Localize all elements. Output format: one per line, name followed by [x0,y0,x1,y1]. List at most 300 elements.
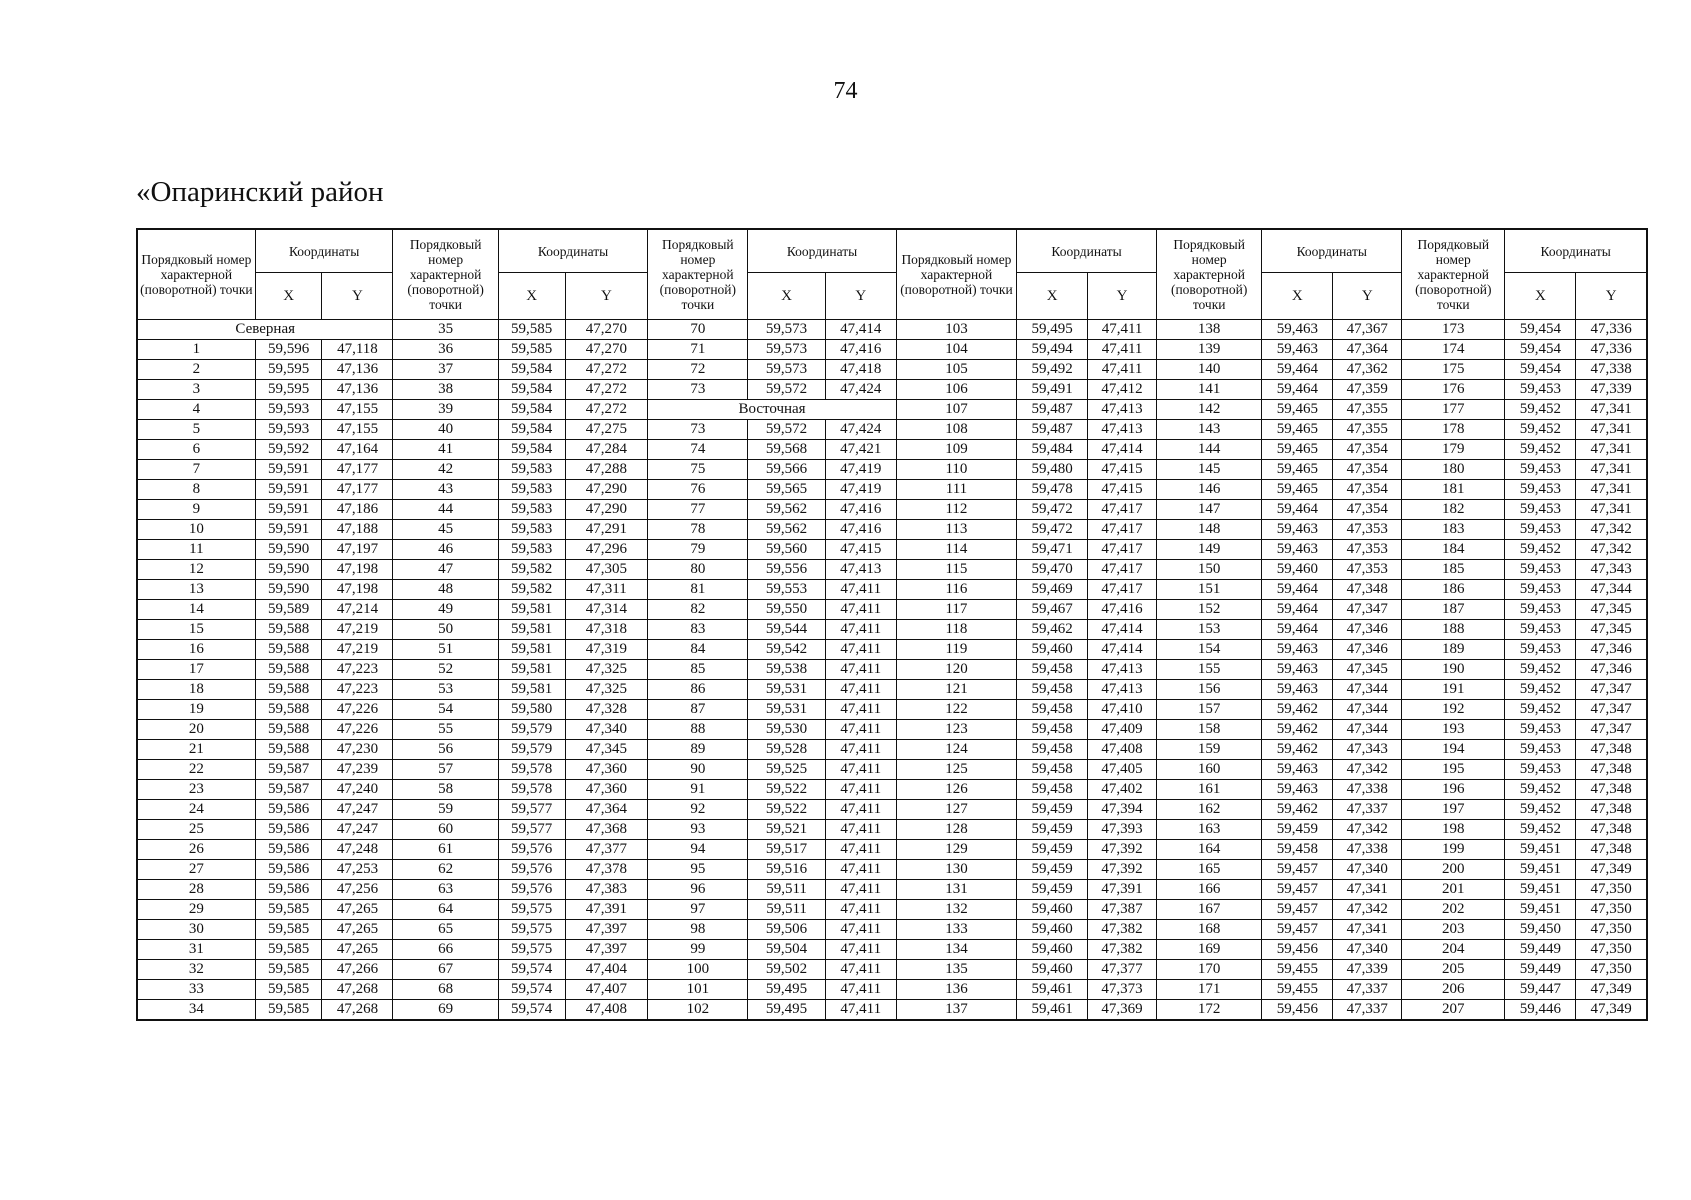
coordinates-table [136,228,1648,1021]
y-coordinate-cell: 47,198 [322,580,393,600]
y-coordinate-cell: 47,411 [825,680,896,700]
table-row [137,540,1647,560]
point-number-cell: 70 [648,320,748,340]
table-body [137,320,1647,1021]
point-number-cell: 176 [1402,380,1505,400]
point-number-cell: 86 [648,680,748,700]
x-coordinate-cell: 59,465 [1262,420,1333,440]
y-coordinate-cell: 47,364 [565,800,648,820]
y-coordinate-cell: 47,345 [565,740,648,760]
x-coordinate-cell: 59,584 [498,420,565,440]
point-number-cell: 168 [1156,920,1261,940]
point-number-cell: 157 [1156,700,1261,720]
y-coordinate-cell: 47,411 [825,900,896,920]
point-number-cell: 109 [896,440,1016,460]
y-coordinate-cell: 47,360 [565,780,648,800]
y-coordinate-cell: 47,348 [1576,820,1647,840]
x-coordinate-cell: 59,464 [1262,620,1333,640]
point-number-cell: 68 [393,980,498,1000]
y-coordinate-cell: 47,382 [1088,920,1157,940]
table-row [137,680,1647,700]
y-coordinate-cell: 47,417 [1088,560,1157,580]
point-number-cell: 119 [896,640,1016,660]
x-coordinate-cell: 59,453 [1505,620,1576,640]
x-coordinate-cell: 59,585 [255,960,322,980]
point-number-cell: 5 [137,420,255,440]
x-coordinate-cell: 59,572 [748,380,825,400]
y-header: Y [322,273,393,320]
y-coordinate-cell: 47,413 [825,560,896,580]
point-number-cell: 90 [648,760,748,780]
x-coordinate-cell: 59,453 [1505,580,1576,600]
x-coordinate-cell: 59,460 [1017,960,1088,980]
y-coordinate-cell: 47,397 [565,940,648,960]
y-coordinate-cell: 47,411 [825,660,896,680]
x-coordinate-cell: 59,458 [1017,760,1088,780]
point-number-cell: 198 [1402,820,1505,840]
y-coordinate-cell: 47,411 [825,840,896,860]
y-coordinate-cell: 47,247 [322,800,393,820]
x-coordinate-cell: 59,452 [1505,680,1576,700]
x-coordinate-cell: 59,460 [1017,640,1088,660]
y-coordinate-cell: 47,223 [322,680,393,700]
point-number-cell: 196 [1402,780,1505,800]
point-number-cell: 74 [648,440,748,460]
x-coordinate-cell: 59,530 [748,720,825,740]
x-coordinate-cell: 59,463 [1262,520,1333,540]
y-coordinate-cell: 47,407 [565,980,648,1000]
x-coordinate-cell: 59,458 [1017,780,1088,800]
y-coordinate-cell: 47,424 [825,420,896,440]
y-coordinate-cell: 47,118 [322,340,393,360]
x-coordinate-cell: 59,484 [1017,440,1088,460]
x-coordinate-cell: 59,454 [1505,320,1576,340]
y-coordinate-cell: 47,325 [565,660,648,680]
x-coordinate-cell: 59,504 [748,940,825,960]
point-number-cell: 102 [648,1000,748,1021]
x-coordinate-cell: 59,542 [748,640,825,660]
x-coordinate-cell: 59,584 [498,360,565,380]
point-number-cell: 6 [137,440,255,460]
point-number-cell: 106 [896,380,1016,400]
x-coordinate-cell: 59,582 [498,580,565,600]
point-number-cell: 98 [648,920,748,940]
point-number-cell: 21 [137,740,255,760]
table-row [137,480,1647,500]
y-coordinate-cell: 47,394 [1088,800,1157,820]
x-coordinate-cell: 59,562 [748,500,825,520]
y-coordinate-cell: 47,393 [1088,820,1157,840]
y-coordinate-cell: 47,219 [322,620,393,640]
coordinates-header: Координаты [748,229,896,273]
x-coordinate-cell: 59,492 [1017,360,1088,380]
y-coordinate-cell: 47,424 [825,380,896,400]
x-coordinate-cell: 59,453 [1505,380,1576,400]
y-coordinate-cell: 47,346 [1333,640,1402,660]
point-number-cell: 30 [137,920,255,940]
coordinates-header: Координаты [255,229,393,273]
point-number-cell: 158 [1156,720,1261,740]
table-row [137,740,1647,760]
y-coordinate-cell: 47,408 [565,1000,648,1021]
point-number-cell: 150 [1156,560,1261,580]
y-coordinate-cell: 47,341 [1576,500,1647,520]
x-coordinate-cell: 59,487 [1017,400,1088,420]
point-number-cell: 73 [648,420,748,440]
point-number-cell: 115 [896,560,1016,580]
y-coordinate-cell: 47,417 [1088,540,1157,560]
page-title: «Опаринский район [136,176,384,208]
x-coordinate-cell: 59,595 [255,380,322,400]
x-coordinate-cell: 59,453 [1505,500,1576,520]
y-coordinate-cell: 47,155 [322,400,393,420]
x-coordinate-cell: 59,463 [1262,660,1333,680]
y-coordinate-cell: 47,344 [1333,680,1402,700]
y-coordinate-cell: 47,411 [825,640,896,660]
x-coordinate-cell: 59,452 [1505,420,1576,440]
point-number-cell: 42 [393,460,498,480]
y-coordinate-cell: 47,413 [1088,660,1157,680]
point-number-cell: 139 [1156,340,1261,360]
point-number-cell: 140 [1156,360,1261,380]
x-coordinate-cell: 59,592 [255,440,322,460]
point-number-cell: 154 [1156,640,1261,660]
point-number-cell: 92 [648,800,748,820]
x-coordinate-cell: 59,502 [748,960,825,980]
point-number-cell: 25 [137,820,255,840]
x-coordinate-cell: 59,572 [748,420,825,440]
point-number-cell: 180 [1402,460,1505,480]
point-number-cell: 81 [648,580,748,600]
point-number-cell: 205 [1402,960,1505,980]
y-coordinate-cell: 47,337 [1333,1000,1402,1021]
y-header: Y [1333,273,1402,320]
y-coordinate-cell: 47,136 [322,380,393,400]
x-coordinate-cell: 59,562 [748,520,825,540]
y-coordinate-cell: 47,341 [1576,400,1647,420]
point-number-cell: 43 [393,480,498,500]
y-coordinate-cell: 47,346 [1576,640,1647,660]
x-coordinate-cell: 59,581 [498,600,565,620]
point-number-cell: 171 [1156,980,1261,1000]
y-coordinate-cell: 47,344 [1333,720,1402,740]
point-number-cell: 35 [393,320,498,340]
y-coordinate-cell: 47,392 [1088,840,1157,860]
point-number-cell: 197 [1402,800,1505,820]
point-number-cell: 62 [393,860,498,880]
point-number-header: Порядковый номер характерной (поворотной) точки [1402,229,1505,320]
coordinates-header: Координаты [1505,229,1647,273]
point-number-cell: 20 [137,720,255,740]
y-coordinate-cell: 47,337 [1333,980,1402,1000]
x-coordinate-cell: 59,585 [255,920,322,940]
point-number-cell: 77 [648,500,748,520]
x-coordinate-cell: 59,465 [1262,400,1333,420]
y-coordinate-cell: 47,411 [825,600,896,620]
page-number: 74 [833,78,858,104]
x-coordinate-cell: 59,522 [748,800,825,820]
x-coordinate-cell: 59,453 [1505,640,1576,660]
point-number-cell: 51 [393,640,498,660]
coordinates-header: Координаты [498,229,647,273]
table-row [137,860,1647,880]
point-number-cell: 185 [1402,560,1505,580]
y-coordinate-cell: 47,226 [322,720,393,740]
x-coordinate-cell: 59,531 [748,680,825,700]
y-coordinate-cell: 47,346 [1576,660,1647,680]
x-coordinate-cell: 59,463 [1262,640,1333,660]
point-number-cell: 50 [393,620,498,640]
x-coordinate-cell: 59,452 [1505,780,1576,800]
x-coordinate-cell: 59,453 [1505,560,1576,580]
y-coordinate-cell: 47,369 [1088,1000,1157,1021]
point-number-cell: 84 [648,640,748,660]
point-number-cell: 22 [137,760,255,780]
x-coordinate-cell: 59,575 [498,920,565,940]
y-coordinate-cell: 47,288 [565,460,648,480]
point-number-cell: 116 [896,580,1016,600]
y-coordinate-cell: 47,414 [1088,440,1157,460]
y-coordinate-cell: 47,186 [322,500,393,520]
point-number-cell: 44 [393,500,498,520]
x-coordinate-cell: 59,462 [1262,700,1333,720]
y-coordinate-cell: 47,349 [1576,980,1647,1000]
x-coordinate-cell: 59,544 [748,620,825,640]
y-header: Y [1088,273,1157,320]
y-coordinate-cell: 47,411 [825,940,896,960]
point-number-cell: 135 [896,960,1016,980]
point-number-cell: 80 [648,560,748,580]
x-coordinate-cell: 59,458 [1017,700,1088,720]
y-coordinate-cell: 47,411 [825,700,896,720]
y-coordinate-cell: 47,378 [565,860,648,880]
point-number-cell: 76 [648,480,748,500]
y-coordinate-cell: 47,405 [1088,760,1157,780]
y-coordinate-cell: 47,411 [825,1000,896,1021]
x-coordinate-cell: 59,506 [748,920,825,940]
table-row [137,320,1647,340]
y-coordinate-cell: 47,340 [565,720,648,740]
point-number-cell: 101 [648,980,748,1000]
y-coordinate-cell: 47,336 [1576,320,1647,340]
y-coordinate-cell: 47,337 [1333,800,1402,820]
y-coordinate-cell: 47,419 [825,480,896,500]
y-coordinate-cell: 47,266 [322,960,393,980]
x-coordinate-cell: 59,583 [498,520,565,540]
x-coordinate-cell: 59,531 [748,700,825,720]
x-header: X [1017,273,1088,320]
point-number-cell: 131 [896,880,1016,900]
x-coordinate-cell: 59,495 [748,1000,825,1021]
table-row [137,620,1647,640]
x-coordinate-cell: 59,580 [498,700,565,720]
point-number-cell: 72 [648,360,748,380]
y-coordinate-cell: 47,354 [1333,460,1402,480]
y-coordinate-cell: 47,305 [565,560,648,580]
y-coordinate-cell: 47,338 [1333,840,1402,860]
y-coordinate-cell: 47,339 [1333,960,1402,980]
y-coordinate-cell: 47,343 [1333,740,1402,760]
y-coordinate-cell: 47,391 [1088,880,1157,900]
x-coordinate-cell: 59,516 [748,860,825,880]
x-coordinate-cell: 59,581 [498,660,565,680]
y-header: Y [1576,273,1647,320]
point-number-cell: 143 [1156,420,1261,440]
point-number-cell: 174 [1402,340,1505,360]
x-coordinate-cell: 59,579 [498,720,565,740]
x-coordinate-cell: 59,538 [748,660,825,680]
x-coordinate-cell: 59,478 [1017,480,1088,500]
point-number-cell: 60 [393,820,498,840]
x-coordinate-cell: 59,463 [1262,780,1333,800]
y-coordinate-cell: 47,354 [1333,500,1402,520]
x-coordinate-cell: 59,591 [255,520,322,540]
x-coordinate-cell: 59,553 [748,580,825,600]
point-number-cell: 207 [1402,1000,1505,1021]
point-number-cell: 192 [1402,700,1505,720]
y-coordinate-cell: 47,411 [825,880,896,900]
point-number-cell: 73 [648,380,748,400]
point-number-cell: 136 [896,980,1016,1000]
point-number-cell: 161 [1156,780,1261,800]
x-coordinate-cell: 59,457 [1262,900,1333,920]
y-coordinate-cell: 47,341 [1576,420,1647,440]
point-number-header: Порядковый номер характерной (поворотной) точки [896,229,1016,320]
point-number-cell: 83 [648,620,748,640]
point-number-cell: 23 [137,780,255,800]
x-coordinate-cell: 59,452 [1505,540,1576,560]
table-row [137,420,1647,440]
y-coordinate-cell: 47,419 [825,460,896,480]
point-number-cell: 152 [1156,600,1261,620]
x-coordinate-cell: 59,452 [1505,700,1576,720]
point-number-cell: 126 [896,780,1016,800]
point-number-cell: 129 [896,840,1016,860]
coordinates-header: Координаты [1017,229,1157,273]
x-coordinate-cell: 59,465 [1262,440,1333,460]
y-coordinate-cell: 47,359 [1333,380,1402,400]
y-coordinate-cell: 47,270 [565,320,648,340]
point-number-cell: 132 [896,900,1016,920]
point-number-cell: 202 [1402,900,1505,920]
point-number-cell: 47 [393,560,498,580]
y-coordinate-cell: 47,291 [565,520,648,540]
point-number-cell: 95 [648,860,748,880]
y-coordinate-cell: 47,136 [322,360,393,380]
y-coordinate-cell: 47,408 [1088,740,1157,760]
point-number-cell: 124 [896,740,1016,760]
point-number-cell: 195 [1402,760,1505,780]
x-coordinate-cell: 59,453 [1505,740,1576,760]
table-row [137,980,1647,1000]
y-coordinate-cell: 47,290 [565,500,648,520]
table-row [137,580,1647,600]
y-coordinate-cell: 47,416 [825,520,896,540]
point-number-cell: 203 [1402,920,1505,940]
point-number-cell: 128 [896,820,1016,840]
point-number-cell: 121 [896,680,1016,700]
point-number-cell: 53 [393,680,498,700]
x-coordinate-cell: 59,463 [1262,340,1333,360]
x-coordinate-cell: 59,452 [1505,440,1576,460]
point-number-cell: 122 [896,700,1016,720]
y-coordinate-cell: 47,392 [1088,860,1157,880]
point-number-cell: 173 [1402,320,1505,340]
y-coordinate-cell: 47,219 [322,640,393,660]
table-row [137,820,1647,840]
point-number-cell: 52 [393,660,498,680]
y-coordinate-cell: 47,413 [1088,680,1157,700]
x-coordinate-cell: 59,461 [1017,980,1088,1000]
point-number-header: Порядковый номер характерной (поворотной) точки [648,229,748,320]
y-coordinate-cell: 47,411 [825,760,896,780]
x-coordinate-cell: 59,453 [1505,760,1576,780]
y-coordinate-cell: 47,338 [1576,360,1647,380]
y-coordinate-cell: 47,417 [1088,520,1157,540]
table-row [137,720,1647,740]
table-row [137,360,1647,380]
point-number-cell: 191 [1402,680,1505,700]
y-coordinate-cell: 47,383 [565,880,648,900]
x-coordinate-cell: 59,583 [498,500,565,520]
point-number-cell: 78 [648,520,748,540]
y-coordinate-cell: 47,325 [565,680,648,700]
point-number-cell: 87 [648,700,748,720]
x-coordinate-cell: 59,595 [255,360,322,380]
table-row [137,840,1647,860]
x-coordinate-cell: 59,452 [1505,660,1576,680]
x-coordinate-cell: 59,584 [498,400,565,420]
x-coordinate-cell: 59,457 [1262,880,1333,900]
x-coordinate-cell: 59,587 [255,780,322,800]
point-number-cell: 9 [137,500,255,520]
point-number-cell: 187 [1402,600,1505,620]
table-row [137,660,1647,680]
x-coordinate-cell: 59,459 [1017,880,1088,900]
point-number-header: Порядковый номер характерной (поворотной) точки [1156,229,1261,320]
point-number-cell: 182 [1402,500,1505,520]
y-coordinate-cell: 47,418 [825,360,896,380]
y-coordinate-cell: 47,347 [1333,600,1402,620]
x-coordinate-cell: 59,463 [1262,320,1333,340]
point-number-cell: 49 [393,600,498,620]
y-coordinate-cell: 47,343 [1576,560,1647,580]
x-coordinate-cell: 59,587 [255,760,322,780]
y-coordinate-cell: 47,354 [1333,480,1402,500]
y-coordinate-cell: 47,177 [322,480,393,500]
y-coordinate-cell: 47,373 [1088,980,1157,1000]
point-number-cell: 156 [1156,680,1261,700]
y-coordinate-cell: 47,341 [1576,460,1647,480]
x-coordinate-cell: 59,450 [1505,920,1576,940]
point-number-cell: 75 [648,460,748,480]
point-number-cell: 79 [648,540,748,560]
point-number-cell: 85 [648,660,748,680]
point-number-cell: 151 [1156,580,1261,600]
table-row [137,960,1647,980]
x-coordinate-cell: 59,456 [1262,940,1333,960]
y-coordinate-cell: 47,377 [565,840,648,860]
x-coordinate-cell: 59,577 [498,800,565,820]
x-coordinate-cell: 59,446 [1505,1000,1576,1021]
x-coordinate-cell: 59,451 [1505,880,1576,900]
x-coordinate-cell: 59,585 [255,980,322,1000]
x-coordinate-cell: 59,449 [1505,940,1576,960]
y-coordinate-cell: 47,311 [565,580,648,600]
table-row [137,640,1647,660]
y-coordinate-cell: 47,417 [1088,580,1157,600]
y-coordinate-cell: 47,318 [565,620,648,640]
